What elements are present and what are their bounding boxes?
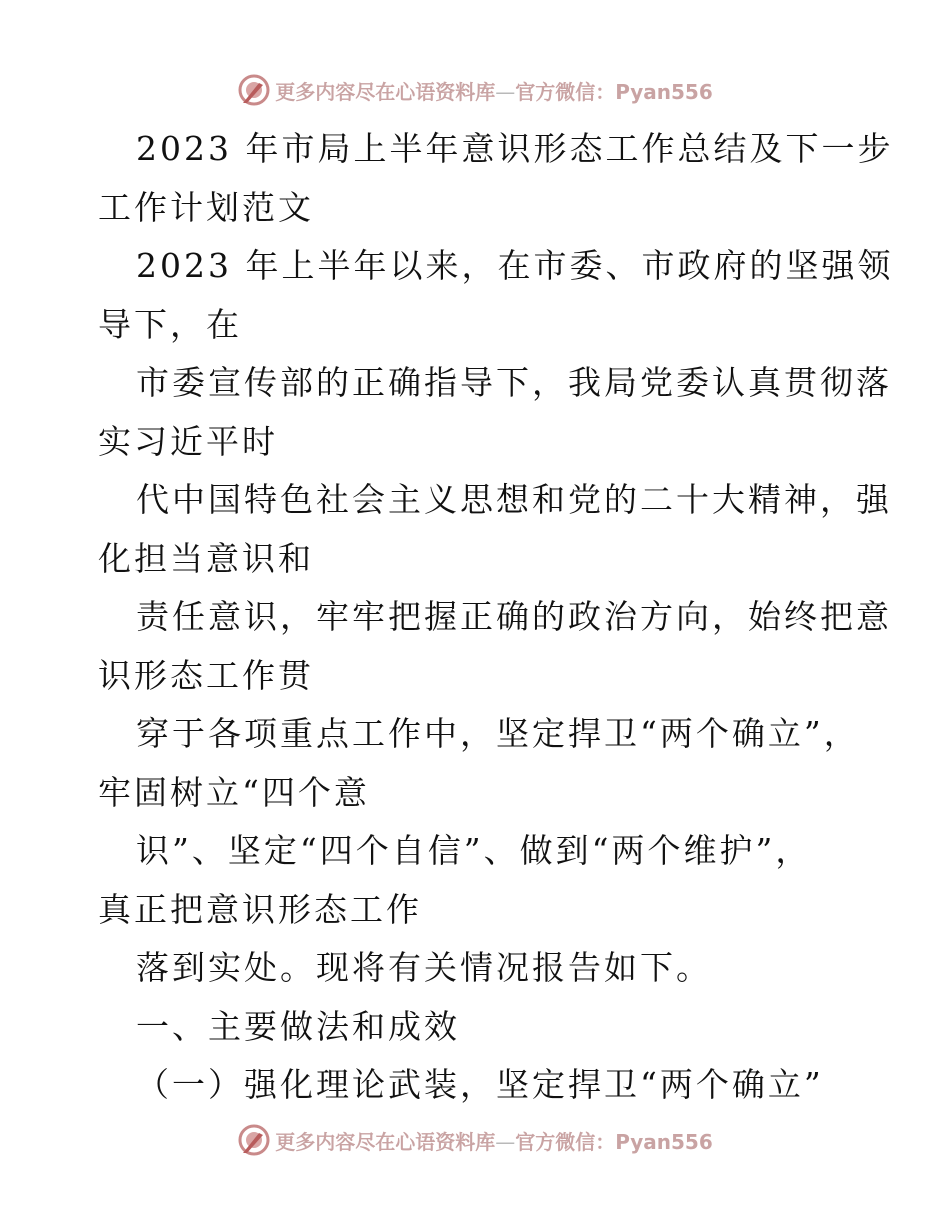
doc-line: 代中国特色社会主义思想和党的二十大精神，强	[136, 480, 892, 519]
footer-watermark	[0, 1120, 950, 1160]
watermark-text: 更多内容尽在心语资料库—官方微信：Pyan556	[275, 1129, 713, 1154]
doc-line: 化担当意识和	[98, 538, 314, 578]
doc-line: 2023 年市局上半年意识形态工作总结及下一步	[136, 129, 894, 168]
subsection-heading: （一）强化理论武装，坚定捍卫“两个确立”	[136, 1065, 824, 1104]
quill-logo-icon	[237, 1123, 271, 1157]
doc-line: 真正把意识形态工作	[98, 889, 422, 929]
doc-line: 落到实处。现将有关情况报告如下。	[136, 948, 712, 987]
document-body	[98, 120, 894, 1115]
section-heading: 一、主要做法和成效	[136, 1006, 460, 1046]
header-watermark	[0, 70, 950, 110]
watermark-text: 更多内容尽在心语资料库—官方微信：Pyan556	[275, 79, 713, 104]
doc-line: 识形态工作贯	[98, 655, 314, 695]
doc-line: 实习近平时	[98, 421, 278, 461]
doc-line: 牢固树立“四个意	[98, 772, 370, 812]
doc-line: 导下，在	[98, 304, 242, 344]
doc-line: 责任意识，牢牢把握正确的政治方向，始终把意	[136, 597, 892, 636]
doc-line: 识”、坚定“四个自信”、做到“两个维护”，	[136, 831, 812, 870]
doc-line: 穿于各项重点工作中，坚定捍卫“两个确立”，	[136, 714, 860, 753]
doc-line: 市委宣传部的正确指导下，我局党委认真贯彻落	[136, 363, 892, 402]
quill-logo-icon	[237, 73, 271, 107]
doc-line: 2023 年上半年以来，在市委、市政府的坚强领	[136, 246, 894, 285]
doc-line: 工作计划范文	[98, 187, 314, 227]
